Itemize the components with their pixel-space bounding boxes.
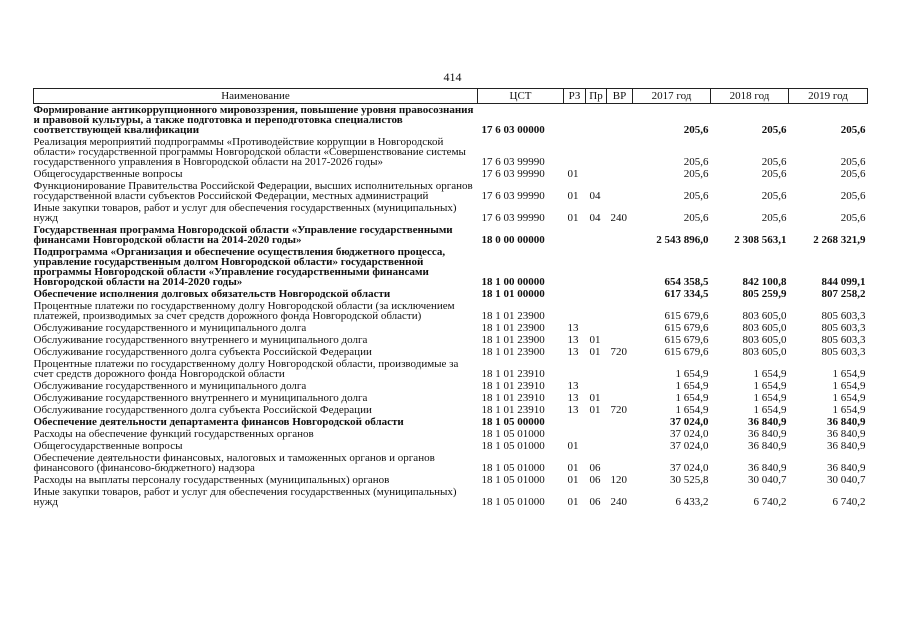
row-name: Обслуживание государственного долга субъекта Российской Федерации [33, 346, 372, 358]
row-cst: 18 1 05 01000 [481, 474, 545, 486]
row-value-2017: 37 024,0 [670, 416, 709, 428]
row-name: Общегосударственные вопросы [33, 440, 183, 452]
header-pr: Пр [586, 89, 607, 104]
row-rz [564, 246, 586, 288]
row-pr [586, 168, 607, 180]
table-row [34, 452, 868, 474]
table-row [34, 428, 868, 440]
row-name: Обслуживание государственного долга субъекта Российской Федерации [33, 404, 372, 416]
row-cst: 18 1 01 23900 [481, 346, 545, 358]
table-row [34, 288, 868, 300]
row-vr: 720 [610, 346, 627, 358]
row-name: Обеспечение деятельности департамента финансов Новгородской области [33, 416, 404, 428]
row-name: Иные закупки товаров, работ и услуг для обеспечения государственных (муниципальных) нужд [33, 202, 457, 224]
row-rz: 01 [567, 212, 579, 224]
row-rz [564, 300, 586, 322]
row-cst: 18 1 05 01000 [481, 462, 545, 474]
row-rz [564, 104, 586, 137]
row-name: Расходы на обеспечение функций государственных органов [33, 428, 314, 440]
header-cst: ЦСТ [478, 89, 564, 104]
row-cst: 18 1 05 01000 [481, 496, 545, 508]
row-cst: 17 6 03 99990 [481, 156, 545, 168]
row-value-2017: 617 334,5 [664, 288, 709, 300]
table-row [34, 380, 868, 392]
row-vr [607, 104, 633, 137]
row-name: Государственная программа Новгородской области «Управление государственными финансами Новгородской области на 2014-2020 годы» [33, 224, 453, 246]
row-rz: 01 [567, 190, 579, 202]
row-vr: 240 [610, 496, 627, 508]
row-value-2017: 6 433,2 [675, 496, 709, 508]
table-row [34, 136, 868, 168]
row-cst: 18 1 01 23900 [481, 322, 545, 334]
row-rz: 01 [567, 440, 579, 452]
row-vr [607, 322, 633, 334]
row-value-2019: 805 603,3 [821, 334, 866, 346]
row-pr: 01 [589, 404, 601, 416]
table-row [34, 104, 868, 137]
row-value-2017: 1 654,9 [675, 392, 709, 404]
row-value-2019: 36 840,9 [827, 440, 866, 452]
row-value-2018: 30 040,7 [748, 474, 787, 486]
row-value-2019: 36 840,9 [827, 416, 866, 428]
row-value-2017: 615 679,6 [664, 346, 709, 358]
row-cst: 18 1 01 23910 [481, 368, 545, 380]
row-pr: 06 [589, 462, 601, 474]
row-cst: 17 6 03 99990 [481, 190, 545, 202]
row-value-2017: 1 654,9 [675, 368, 709, 380]
row-vr [607, 380, 633, 392]
row-cst: 18 0 00 00000 [481, 234, 545, 246]
row-name: Реализация мероприятий подпрограммы «Противодействие коррупции в Новгородской области» государственной программы Новгородской области «Совершенствование системы государственного управления в Новгородской области на 2017-2026 годы» [33, 136, 466, 168]
row-value-2017: 205,6 [683, 212, 709, 224]
row-value-2019: 36 840,9 [827, 428, 866, 440]
row-vr: 120 [610, 474, 627, 486]
row-cst: 18 1 05 01000 [481, 428, 545, 440]
row-pr [586, 358, 607, 380]
row-pr: 01 [589, 334, 601, 346]
table-row [34, 334, 868, 346]
table-row [34, 224, 868, 246]
row-value-2019: 6 740,2 [832, 496, 866, 508]
row-value-2018: 36 840,9 [748, 416, 787, 428]
row-vr: 240 [610, 212, 627, 224]
row-value-2017: 615 679,6 [664, 322, 709, 334]
row-name: Функционирование Правительства Российской Федерации, высших исполнительных органов государственной власти субъектов Российской Федерации, местных администраций [33, 180, 473, 202]
row-rz [564, 136, 586, 168]
row-name: Процентные платежи по государственному долгу Новгородской области, производимые за счет средств дорожного фонда Новгородской области [33, 358, 459, 380]
row-value-2017: 205,6 [683, 168, 709, 180]
table-body [34, 104, 868, 509]
row-value-2019: 805 603,3 [821, 322, 866, 334]
row-value-2017: 654 358,5 [664, 276, 709, 288]
row-value-2018: 36 840,9 [748, 462, 787, 474]
row-cst: 17 6 03 00000 [481, 124, 545, 136]
row-rz [564, 224, 586, 246]
row-pr [586, 380, 607, 392]
page-number: 414 [443, 70, 462, 84]
row-pr [586, 246, 607, 288]
row-rz: 01 [567, 474, 579, 486]
row-value-2019: 805 603,3 [821, 310, 866, 322]
row-pr [586, 428, 607, 440]
row-name: Общегосударственные вопросы [33, 168, 183, 180]
row-name: Подпрограмма «Организация и обеспечение осуществления бюджетного процесса, управление государственным долгом Новгородской области» государственной программы Новгородской области «Управление государственными финансами Новгородской области на 2014-2020 годы» [33, 246, 446, 288]
row-pr: 01 [589, 346, 601, 358]
row-vr [607, 224, 633, 246]
row-rz: 13 [567, 334, 579, 346]
row-value-2018: 36 840,9 [748, 428, 787, 440]
row-rz: 13 [567, 346, 579, 358]
row-cst: 17 6 03 99990 [481, 212, 545, 224]
row-value-2017: 37 024,0 [670, 428, 709, 440]
row-rz: 13 [567, 322, 579, 334]
row-value-2018: 1 654,9 [753, 392, 787, 404]
table-row [34, 486, 868, 508]
row-vr [607, 300, 633, 322]
table-row [34, 440, 868, 452]
row-value-2019: 205,6 [840, 168, 866, 180]
row-value-2017: 205,6 [683, 156, 709, 168]
row-vr [607, 288, 633, 300]
row-value-2017: 1 654,9 [675, 380, 709, 392]
row-value-2019: 205,6 [840, 124, 866, 136]
row-value-2017: 1 654,9 [675, 404, 709, 416]
row-value-2018: 205,6 [761, 190, 787, 202]
row-vr [607, 428, 633, 440]
row-value-2019: 205,6 [840, 156, 866, 168]
row-pr [586, 300, 607, 322]
table-row [34, 358, 868, 380]
row-value-2017: 37 024,0 [670, 440, 709, 452]
row-rz: 13 [567, 380, 579, 392]
row-value-2018: 803 605,0 [742, 334, 787, 346]
header-2019: 2019 год [789, 89, 868, 104]
row-value-2019: 2 268 321,9 [813, 234, 866, 246]
row-rz: 13 [567, 392, 579, 404]
row-vr [607, 392, 633, 404]
row-name: Расходы на выплаты персоналу государственных (муниципальных) органов [33, 474, 390, 486]
row-cst: 18 1 01 00000 [481, 288, 545, 300]
row-cst: 17 6 03 99990 [481, 168, 545, 180]
row-vr: 720 [610, 404, 627, 416]
row-name: Обслуживание государственного внутреннего и муниципального долга [33, 392, 368, 404]
row-value-2018: 1 654,9 [753, 368, 787, 380]
row-value-2019: 205,6 [840, 212, 866, 224]
row-value-2018: 803 605,0 [742, 346, 787, 358]
row-name: Обслуживание государственного и муниципального долга [33, 322, 307, 334]
row-value-2018: 842 100,8 [742, 276, 787, 288]
row-value-2018: 205,6 [761, 168, 787, 180]
row-value-2018: 1 654,9 [753, 404, 787, 416]
row-rz [564, 358, 586, 380]
row-vr [607, 358, 633, 380]
row-value-2017: 2 543 896,0 [656, 234, 709, 246]
row-rz: 01 [567, 496, 579, 508]
row-pr [586, 416, 607, 428]
table-row [34, 180, 868, 202]
row-name: Формирование антикоррупционного мировоззрения, повышение уровня правосознания и правовой культуры, а также подготовка и переподготовка специалистов соответствующей квалификации [33, 104, 474, 136]
row-pr [586, 288, 607, 300]
row-value-2019: 844 099,1 [821, 276, 866, 288]
row-vr [607, 334, 633, 346]
row-value-2019: 1 654,9 [832, 404, 866, 416]
row-name: Иные закупки товаров, работ и услуг для обеспечения государственных (муниципальных) нужд [33, 486, 457, 508]
row-name: Обеспечение исполнения долговых обязательств Новгородской области [33, 288, 391, 300]
row-vr [607, 180, 633, 202]
table-row [34, 474, 868, 486]
row-pr [586, 224, 607, 246]
table-row [34, 202, 868, 224]
row-pr [586, 104, 607, 137]
table-row [34, 322, 868, 334]
row-value-2018: 803 605,0 [742, 322, 787, 334]
row-value-2017: 205,6 [683, 190, 709, 202]
row-name: Обеспечение деятельности финансовых, налоговых и таможенных органов и органов финансового (финансово-бюджетного) надзора [33, 452, 435, 474]
row-value-2018: 205,6 [761, 124, 787, 136]
table-row [34, 416, 868, 428]
row-vr [607, 168, 633, 180]
row-pr: 06 [589, 496, 601, 508]
header-vr: ВР [607, 89, 633, 104]
row-cst: 18 1 00 00000 [481, 276, 545, 288]
row-pr [586, 136, 607, 168]
row-pr: 06 [589, 474, 601, 486]
row-rz [564, 288, 586, 300]
row-pr [586, 322, 607, 334]
row-rz: 01 [567, 462, 579, 474]
header-name: Наименование [34, 89, 478, 104]
row-pr: 01 [589, 392, 601, 404]
header-rz: РЗ [564, 89, 586, 104]
row-cst: 18 1 01 23900 [481, 310, 545, 322]
table-row [34, 392, 868, 404]
row-rz: 13 [567, 404, 579, 416]
row-name: Обслуживание государственного внутреннего и муниципального долга [33, 334, 368, 346]
budget-table [33, 88, 868, 508]
row-value-2018: 205,6 [761, 156, 787, 168]
row-value-2019: 1 654,9 [832, 368, 866, 380]
row-cst: 18 1 01 23910 [481, 380, 545, 392]
row-value-2018: 803 605,0 [742, 310, 787, 322]
table-row [34, 404, 868, 416]
row-vr [607, 440, 633, 452]
row-value-2019: 807 258,2 [821, 288, 866, 300]
row-value-2017: 205,6 [683, 124, 709, 136]
table-header-row [34, 89, 868, 104]
row-cst: 18 1 01 23910 [481, 392, 545, 404]
row-value-2019: 1 654,9 [832, 392, 866, 404]
row-value-2019: 805 603,3 [821, 346, 866, 358]
row-cst: 18 1 01 23900 [481, 334, 545, 346]
row-vr [607, 416, 633, 428]
row-rz [564, 428, 586, 440]
header-2018: 2018 год [711, 89, 789, 104]
row-vr [607, 452, 633, 474]
row-value-2017: 37 024,0 [670, 462, 709, 474]
table-row [34, 246, 868, 288]
row-pr: 04 [589, 212, 601, 224]
row-value-2017: 30 525,8 [670, 474, 709, 486]
row-value-2018: 205,6 [761, 212, 787, 224]
row-value-2018: 6 740,2 [753, 496, 787, 508]
row-value-2018: 2 308 563,1 [734, 234, 787, 246]
row-value-2018: 805 259,9 [742, 288, 787, 300]
row-value-2017: 615 679,6 [664, 334, 709, 346]
row-value-2019: 30 040,7 [827, 474, 866, 486]
row-vr [607, 246, 633, 288]
table-row [34, 300, 868, 322]
table-row [34, 168, 868, 180]
row-rz [564, 416, 586, 428]
row-cst: 18 1 05 01000 [481, 440, 545, 452]
row-value-2019: 36 840,9 [827, 462, 866, 474]
row-value-2018: 1 654,9 [753, 380, 787, 392]
row-name: Процентные платежи по государственному долгу Новгородской области (за исключением платежей, производимых за счет средств дорожного фонда Новгородской области) [33, 300, 455, 322]
row-rz: 01 [567, 168, 579, 180]
row-cst: 18 1 05 00000 [481, 416, 545, 428]
row-vr [607, 136, 633, 168]
row-cst: 18 1 01 23910 [481, 404, 545, 416]
row-value-2019: 1 654,9 [832, 380, 866, 392]
table-row [34, 346, 868, 358]
header-2017: 2017 год [633, 89, 711, 104]
row-value-2018: 36 840,9 [748, 440, 787, 452]
row-pr: 04 [589, 190, 601, 202]
row-name: Обслуживание государственного и муниципального долга [33, 380, 307, 392]
row-value-2017: 615 679,6 [664, 310, 709, 322]
row-pr [586, 440, 607, 452]
row-value-2019: 205,6 [840, 190, 866, 202]
